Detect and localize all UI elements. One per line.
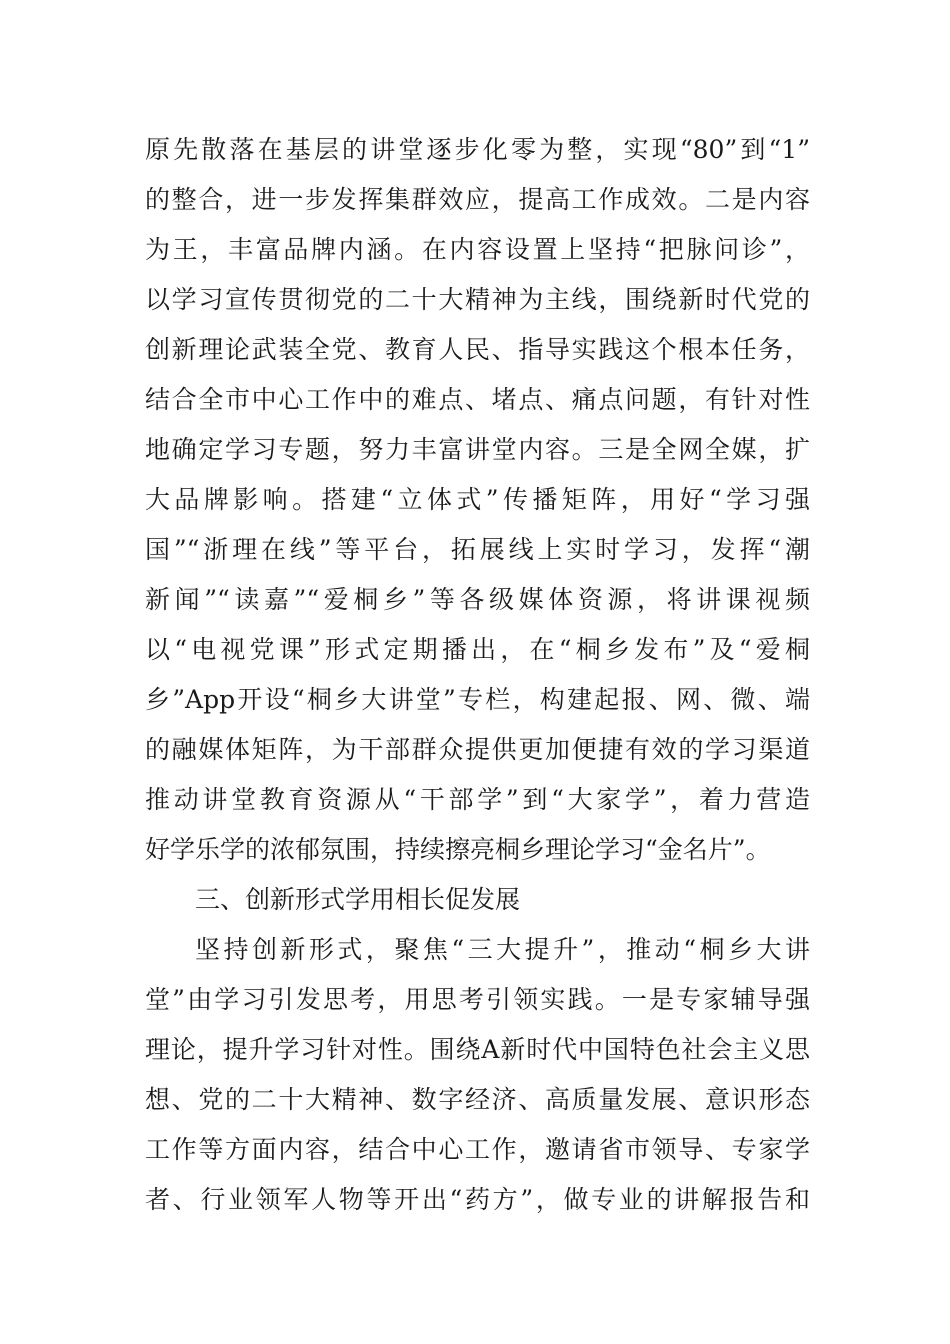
paragraph-line: 乡”App开设“桐乡大讲堂”专栏，构建起报、网、微、端 <box>145 685 810 714</box>
paragraph-line: 好学乐学的浓郁氛围，持续擦亮桐乡理论学习“金名片”。 <box>145 835 771 864</box>
section-heading: 三、创新形式学用相长促发展 <box>195 885 521 914</box>
paragraph-line: 为王，丰富品牌内涵。在内容设置上坚持“把脉问诊”， <box>145 235 810 264</box>
paragraph-line: 者、行业领军人物等开出“药方”，做专业的讲解报告和 <box>145 1185 810 1214</box>
paragraph-line: 的融媒体矩阵，为干部群众提供更加便捷有效的学习渠道 <box>145 735 810 764</box>
paragraph-line: 新闻”“读嘉”“爱桐乡”等各级媒体资源，将讲课视频 <box>145 585 810 614</box>
paragraph-line: 以学习宣传贯彻党的二十大精神为主线，围绕新时代党的 <box>145 285 810 314</box>
paragraph-line: 国”“浙理在线”等平台，拓展线上实时学习，发挥“潮 <box>145 535 810 564</box>
paragraph-line: 理论，提升学习针对性。围绕A新时代中国特色社会主义思 <box>145 1035 810 1064</box>
paragraph-line: 创新理论武装全党、教育人民、指导实践这个根本任务， <box>145 335 810 364</box>
paragraph-line: 工作等方面内容，结合中心工作，邀请省市领导、专家学 <box>145 1135 810 1164</box>
paragraph-line: 堂”由学习引发思考，用思考引领实践。一是专家辅导强 <box>145 985 810 1014</box>
paragraph-line: 想、党的二十大精神、数字经济、高质量发展、意识形态 <box>145 1085 810 1114</box>
paragraph-line: 推动讲堂教育资源从“干部学”到“大家学”，着力营造 <box>145 785 810 814</box>
paragraph-line: 以“电视党课”形式定期播出，在“桐乡发布”及“爱桐 <box>145 635 810 664</box>
paragraph-line: 结合全市中心工作中的难点、堵点、痛点问题，有针对性 <box>145 385 810 414</box>
paragraph-line: 原先散落在基层的讲堂逐步化零为整，实现“80”到“1” <box>145 135 810 164</box>
paragraph-line: 大品牌影响。搭建“立体式”传播矩阵，用好“学习强 <box>145 485 810 514</box>
paragraph-line: 的整合，进一步发挥集群效应，提高工作成效。二是内容 <box>145 185 810 214</box>
paragraph-line: 地确定学习专题，努力丰富讲堂内容。三是全网全媒，扩 <box>145 435 810 464</box>
paragraph-line: 坚持创新形式，聚焦“三大提升”，推动“桐乡大讲 <box>195 935 810 964</box>
